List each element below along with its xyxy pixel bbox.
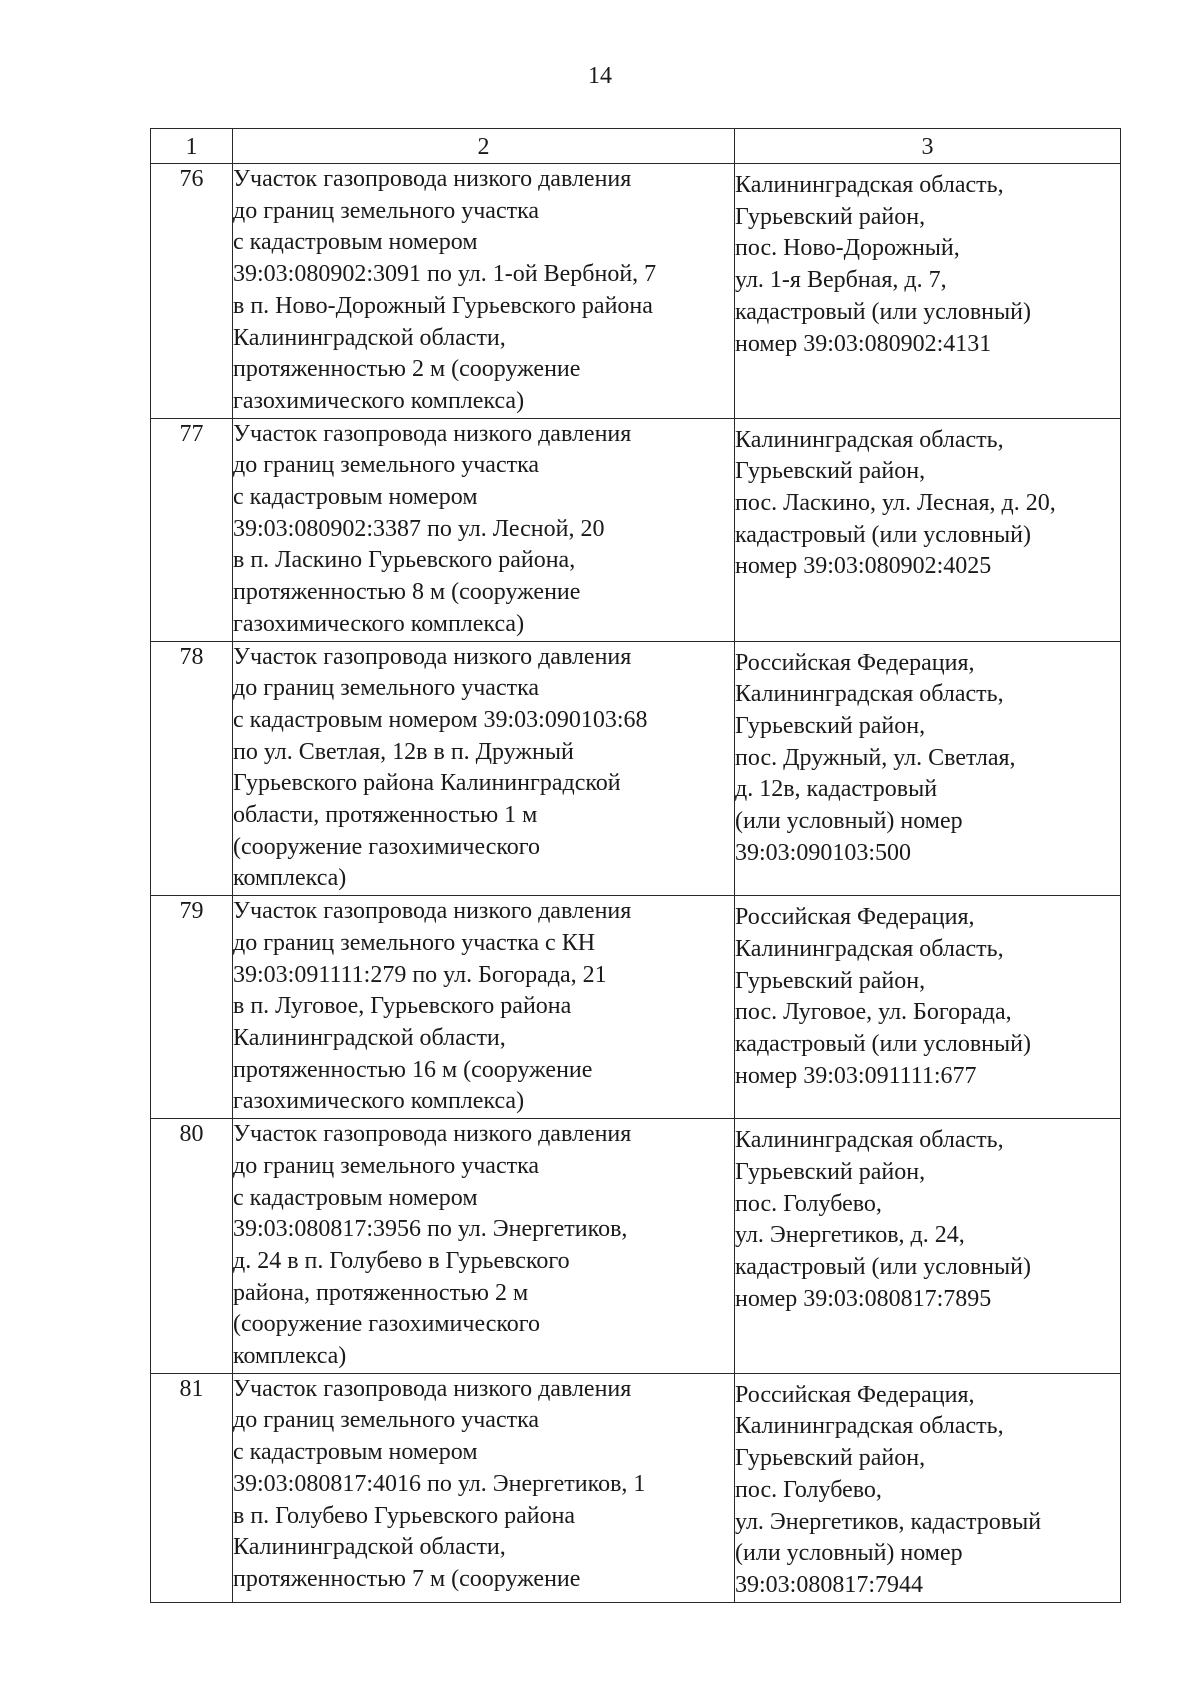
address-line: Гурьевский район, [735, 712, 926, 739]
object-address [735, 418, 1121, 641]
description-line: 39:03:080817:3956 по ул. Энергетиков, [233, 1216, 628, 1243]
row-number: 79 [151, 896, 233, 1119]
address-line: Калининградская область, [735, 935, 1004, 962]
description-line: протяженностью 2 м (сооружение [233, 356, 581, 383]
address-line: пос. Голубево, [735, 1190, 882, 1217]
table-row [151, 641, 1121, 896]
description-line: (сооружение газохимического [233, 1311, 541, 1338]
description-line: Участок газопровода низкого давления [233, 643, 632, 670]
address-line: номер 39:03:080902:4025 [735, 553, 992, 580]
description-line: Гурьевского района Калининградской [233, 770, 621, 797]
registry-table [150, 128, 1121, 1603]
description-line: до границ земельного участка [233, 197, 540, 224]
address-line: Российская Федерация, [735, 649, 975, 676]
description-line: до границ земельного участка [233, 675, 540, 702]
address-line: кадастровый (или условный) [735, 521, 1031, 548]
row-number: 81 [151, 1373, 233, 1602]
address-line: Калининградская область, [735, 172, 1004, 198]
description-line: протяженностью 7 м (сооружение [233, 1565, 581, 1592]
address-line: 39:03:090103:500 [735, 839, 912, 866]
description-line: 39:03:080902:3091 по ул. 1-ой Вербной, 7 [233, 261, 657, 288]
address-line: Гурьевский район, [735, 967, 926, 994]
address-line: пос. Ласкино, ул. Лесная, д. 20, [735, 490, 1056, 517]
description-line: района, протяженностью 2 м [233, 1279, 529, 1306]
address-line: (или условный) номер [735, 808, 963, 835]
description-line: с кадастровым номером [233, 1184, 478, 1211]
description-line: Участок газопровода низкого давления [233, 898, 632, 925]
description-line: с кадастровым номером [233, 229, 478, 256]
object-description [233, 418, 735, 641]
address-line: (или условный) номер [735, 1540, 963, 1567]
address-line: Калининградская область, [735, 681, 1004, 708]
address-block [735, 164, 1120, 360]
description-line: с кадастровым номером 39:03:090103:68 [233, 706, 648, 733]
object-description [233, 641, 735, 896]
address-block [735, 419, 1120, 584]
object-address [735, 164, 1121, 419]
description-line: газохимического комплекса) [233, 610, 525, 637]
header-row [151, 129, 1121, 164]
description-line: комплекса) [233, 865, 347, 892]
address-line: кадастровый (или условный) [735, 1253, 1031, 1280]
description-line: в п. Голубево Гурьевского района [233, 1502, 576, 1529]
object-address [735, 1119, 1121, 1374]
table-row [151, 1373, 1121, 1602]
address-line: д. 12в, кадастровый [735, 776, 938, 803]
address-line: Гурьевский район, [735, 1445, 926, 1472]
description-line: протяженностью 8 м (сооружение [233, 579, 581, 606]
description-line: Калининградской области, [233, 1024, 506, 1051]
object-address [735, 641, 1121, 896]
table-row [151, 1119, 1121, 1374]
address-line: Гурьевский район, [735, 203, 926, 230]
row-number: 76 [151, 164, 233, 419]
address-block [735, 1374, 1120, 1602]
page-number: 14 [588, 63, 612, 89]
address-line: кадастровый (или условный) [735, 298, 1031, 325]
description-line: (сооружение газохимического [233, 833, 541, 860]
column-header-1: 1 [151, 129, 233, 164]
description-line: до границ земельного участка [233, 1407, 540, 1434]
description-line: Участок газопровода низкого давления [233, 166, 632, 192]
address-line: Российская Федерация, [735, 1381, 975, 1408]
address-line: Калининградская область, [735, 426, 1004, 453]
row-number: 80 [151, 1119, 233, 1374]
description-line: в п. Ново-Дорожный Гурьевского района [233, 292, 653, 319]
address-line: пос. Луговое, ул. Богорада, [735, 999, 1012, 1026]
address-line: пос. Голубево, [735, 1476, 882, 1503]
object-description [233, 896, 735, 1119]
object-address [735, 896, 1121, 1119]
description-line: до границ земельного участка с КН [233, 929, 596, 956]
description-line: комплекса) [233, 1343, 347, 1370]
description-line: с кадастровым номером [233, 484, 478, 511]
description-line: 39:03:080902:3387 по ул. Лесной, 20 [233, 515, 605, 542]
table-row [151, 164, 1121, 419]
address-line: пос. Дружный, ул. Светлая, [735, 744, 1016, 771]
address-line: Гурьевский район, [735, 1158, 926, 1185]
address-line: ул. 1-я Вербная, д. 7, [735, 267, 947, 294]
column-header-2: 2 [233, 129, 735, 164]
row-number: 77 [151, 418, 233, 641]
address-line: номер 39:03:091111:677 [735, 1062, 977, 1089]
address-block [735, 1119, 1120, 1315]
description-line: в п. Луговое, Гурьевского района [233, 993, 572, 1020]
description-line: в п. Ласкино Гурьевского района, [233, 547, 576, 574]
address-line: Гурьевский район, [735, 458, 926, 485]
address-line: номер 39:03:080902:4131 [735, 330, 992, 357]
description-line: газохимического комплекса) [233, 387, 525, 414]
description-line: Участок газопровода низкого давления [233, 420, 632, 447]
object-address [735, 1373, 1121, 1602]
description-line: Калининградской области, [233, 324, 506, 351]
address-line: кадастровый (или условный) [735, 1030, 1031, 1057]
address-line: номер 39:03:080817:7895 [735, 1285, 992, 1312]
description-line: 39:03:091111:279 по ул. Богорада, 21 [233, 961, 607, 988]
address-block [735, 642, 1120, 870]
description-line: Участок газопровода низкого давления [233, 1375, 632, 1402]
table-row [151, 896, 1121, 1119]
column-header-3: 3 [735, 129, 1121, 164]
description-line: газохимического комплекса) [233, 1088, 525, 1115]
description-line: по ул. Светлая, 12в в п. Дружный [233, 738, 574, 765]
description-line: с кадастровым номером [233, 1439, 478, 1466]
row-number: 78 [151, 641, 233, 896]
description-line: до границ земельного участка [233, 1152, 540, 1179]
address-line: ул. Энергетиков, кадастровый [735, 1508, 1042, 1535]
table-row [151, 418, 1121, 641]
table-body [151, 164, 1121, 1603]
description-line: до границ земельного участка [233, 452, 540, 479]
address-block [735, 896, 1120, 1092]
description-line: протяженностью 16 м (сооружение [233, 1056, 593, 1083]
address-line: 39:03:080817:7944 [735, 1571, 924, 1598]
description-line: Калининградской области, [233, 1534, 506, 1561]
description-line: 39:03:080817:4016 по ул. Энергетиков, 1 [233, 1470, 646, 1497]
address-line: Калининградская область, [735, 1413, 1004, 1440]
description-line: Участок газопровода низкого давления [233, 1121, 632, 1148]
object-description [233, 1119, 735, 1374]
address-line: Калининградская область, [735, 1127, 1004, 1154]
object-description [233, 1373, 735, 1602]
object-description [233, 164, 735, 419]
address-line: Российская Федерация, [735, 904, 975, 931]
description-line: области, протяженностью 1 м [233, 802, 538, 829]
address-line: пос. Ново-Дорожный, [735, 235, 960, 262]
description-line: д. 24 в п. Голубево в Гурьевского [233, 1247, 570, 1274]
address-line: ул. Энергетиков, д. 24, [735, 1222, 965, 1249]
